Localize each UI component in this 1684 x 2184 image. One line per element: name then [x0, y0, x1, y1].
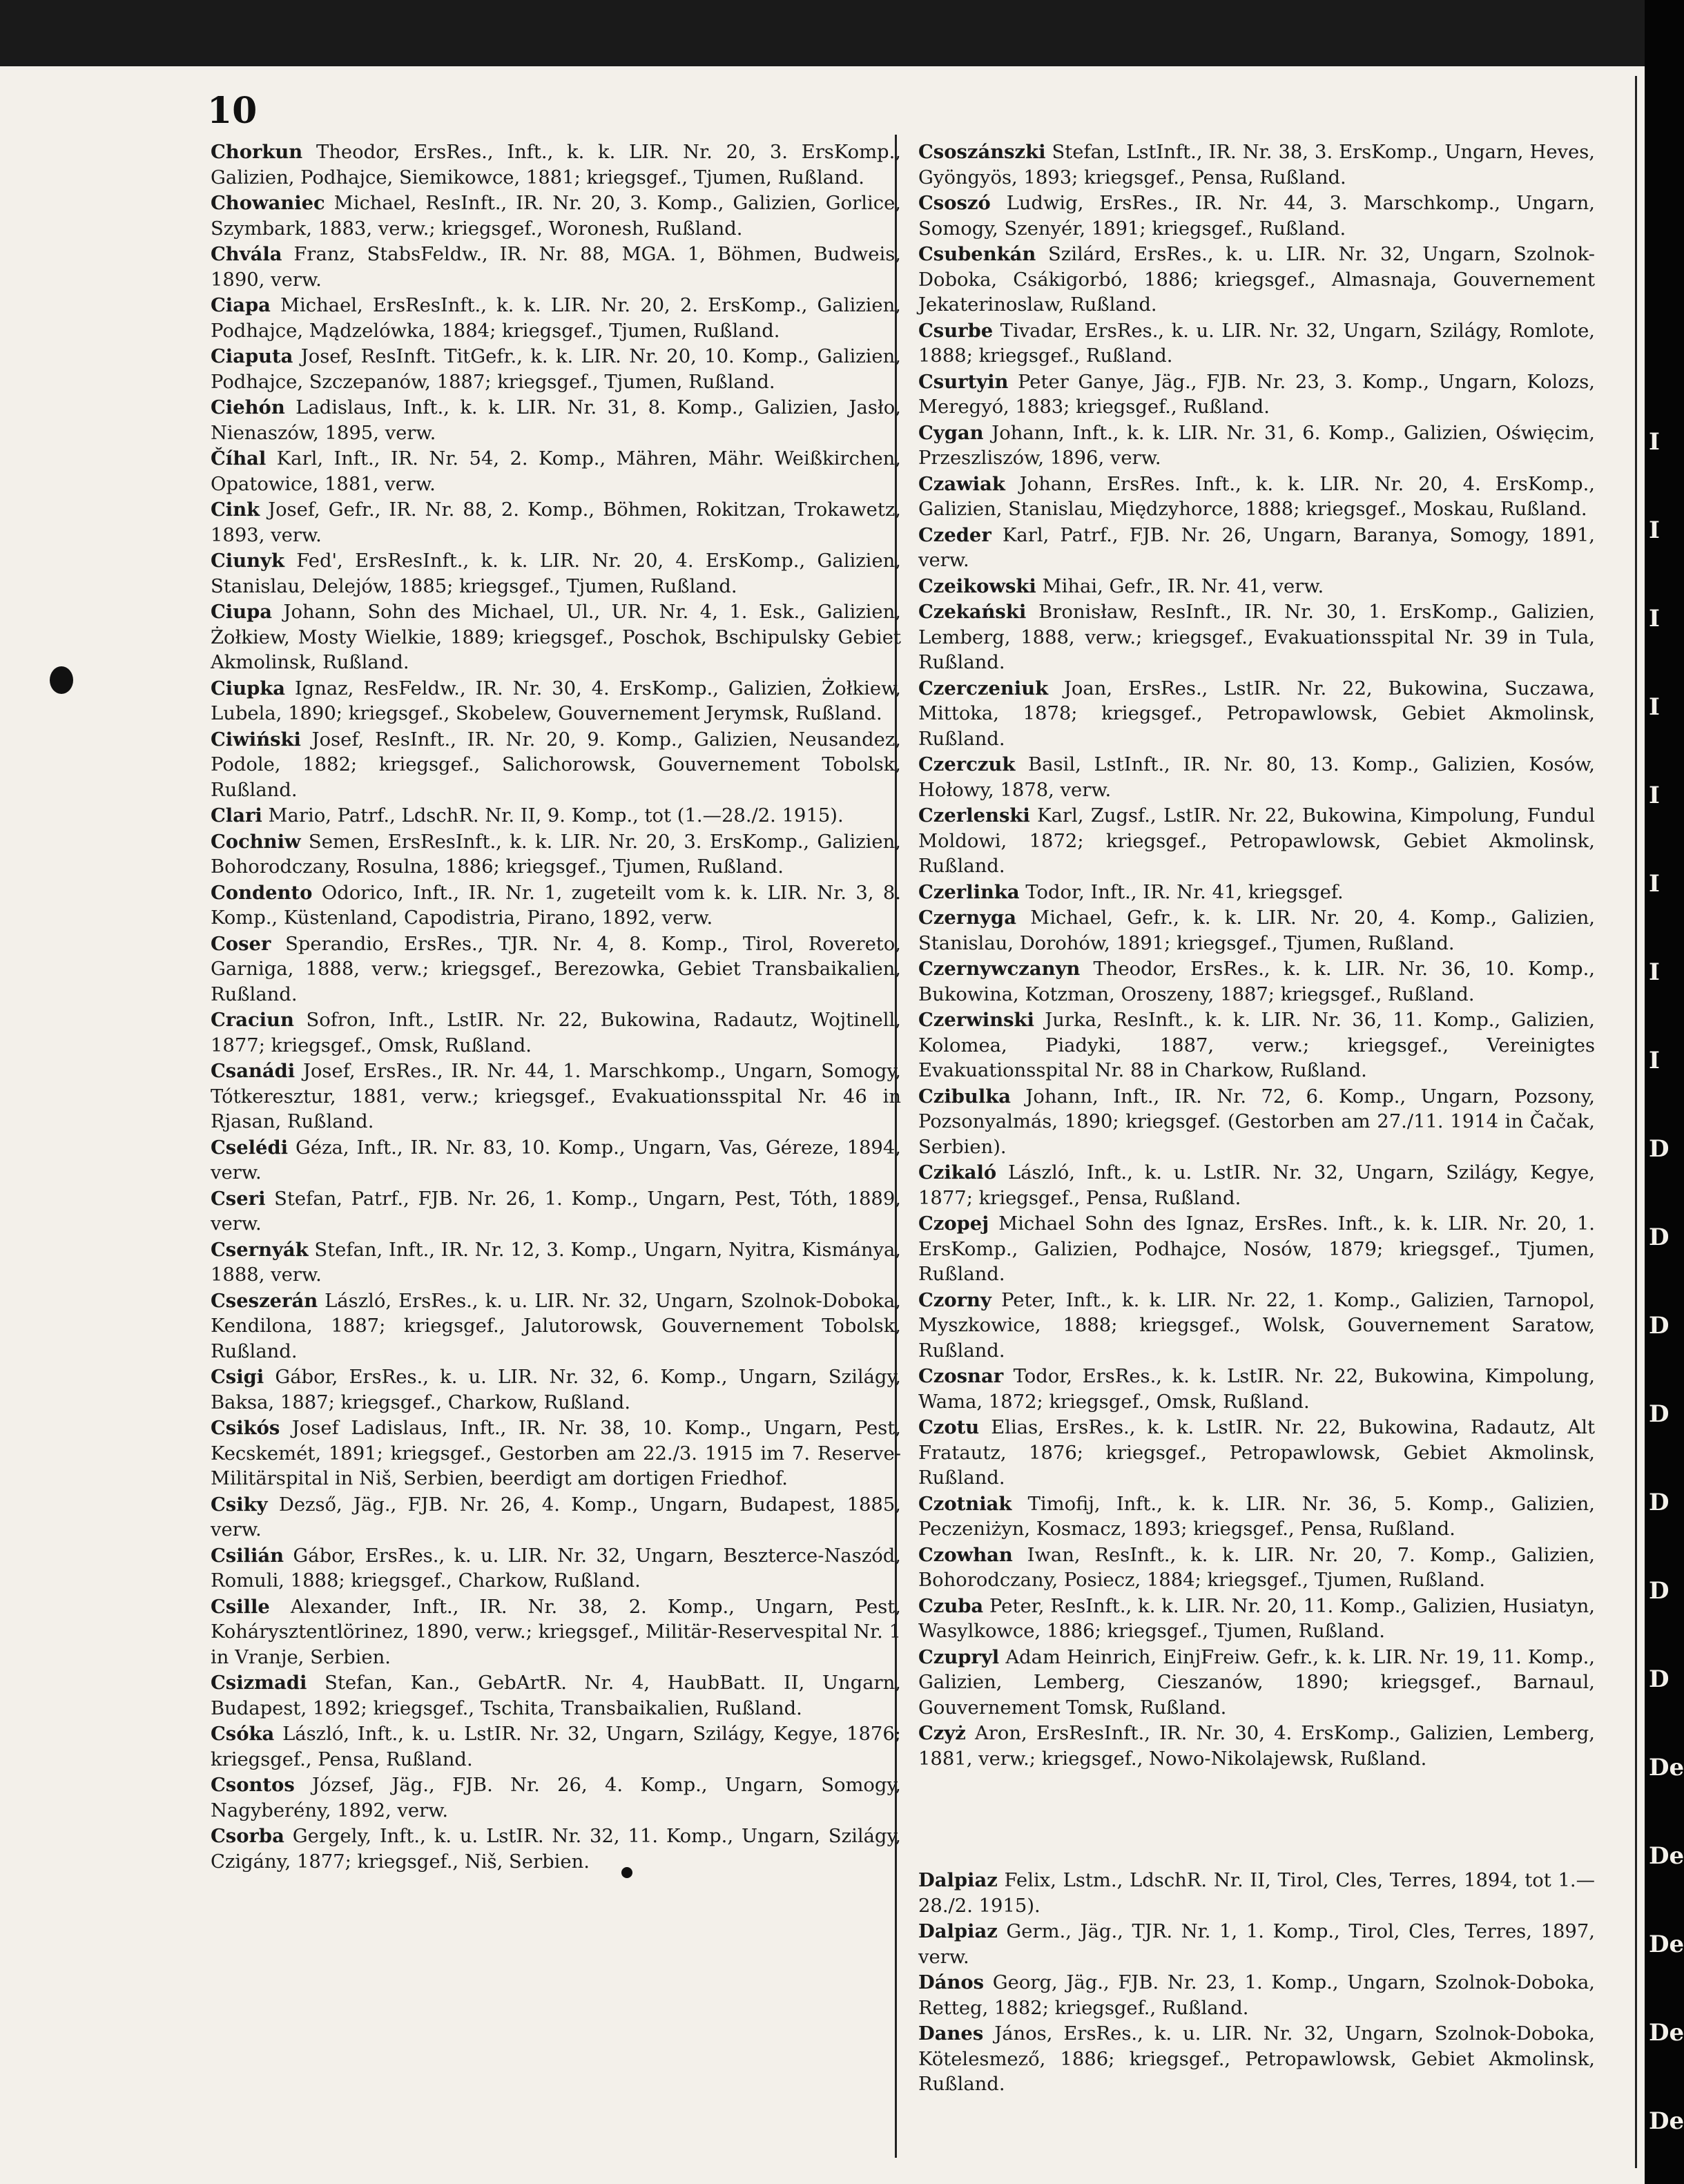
- entry-details: Theodor, ErsRes., Inft., k. k. LIR. Nr. 20, 3. ErsKomp., Galizien, Podhajce, Siemikowce, 1881; kriegsgef., Tjumen, Rußland.: [211, 142, 901, 189]
- entry-details: Szilárd, ErsRes., k. u. LIR. Nr. 32, Ungarn, Szolnok-Doboka, Csákigorbó, 1886; kriegsgef., Almasnaja, Gouvernement Jekaterinoslaw, Rußland.: [918, 244, 1595, 316]
- entry-details: Johann, Inft., IR. Nr. 72, 6. Komp., Ungarn, Pozsony, Pozsonyalmás, 1890; kriegsgef. (Gestorben am 27./11. 1914 in Čačak, Serbien).: [918, 1085, 1595, 1158]
- register-entry: [918, 599, 1595, 676]
- entry-details: Iwan, ResInft., k. k. LIR. Nr. 20, 7. Komp., Galizien, Bohorodczany, Posiecz, 1884; kriegsgef., Tjumen, Rußland.: [918, 1544, 1595, 1591]
- register-entry: [211, 1059, 901, 1135]
- entry-details: Elias, ErsRes., k. k. LstIR. Nr. 22, Bukowina, Radautz, Alt Fratautz, 1876; kriegsgef., Petropawlowsk, Gebiet Akmolinsk, Rußland.: [918, 1417, 1595, 1489]
- entry-surname: Csurtyin: [918, 370, 1009, 393]
- register-entry: [211, 676, 901, 727]
- register-entry: [918, 472, 1595, 523]
- entry-surname: Czeikowski: [918, 574, 1036, 597]
- entry-surname: Chorkun: [211, 141, 303, 163]
- entry-surname: Cselédi: [211, 1136, 289, 1159]
- entry-details: Stefan, LstInft., IR. Nr. 38, 3. ErsKomp., Ungarn, Heves, Gyöngyös, 1893; kriegsgef., Pensa, Rußland.: [918, 142, 1595, 189]
- register-entry: [918, 242, 1595, 318]
- margin-letter: D: [1649, 1224, 1670, 1251]
- register-entry: [918, 803, 1595, 880]
- entry-details: Joan, ErsRes., LstIR. Nr. 22, Bukowina, Suczawa, Mittoka, 1878; kriegsgef., Petropawlowsk, Gebiet Akmolinsk, Rußland.: [918, 677, 1595, 750]
- entry-surname: Cink: [211, 499, 260, 521]
- register-entry: [211, 1721, 901, 1772]
- entry-surname: Ciapa: [211, 294, 271, 316]
- register-entry: [211, 1492, 901, 1543]
- entry-details: László, ErsRes., k. u. LIR. Nr. 32, Ungarn, Szolnok-Doboka, Kendilona, 1887; kriegsgef., Jalutorowsk, Gouvernement Tobolsk, Rußland.: [211, 1290, 901, 1362]
- entry-surname: Csilián: [211, 1544, 284, 1567]
- entry-surname: Dános: [918, 1971, 985, 1993]
- register-entry: [211, 242, 901, 293]
- entry-details: Timofij, Inft., k. k. LIR. Nr. 36, 5. Komp., Galizien, Peczeniżyn, Kosmacz, 1893; kriegsgef., Pensa, Rußland.: [918, 1493, 1595, 1540]
- register-entry: [211, 727, 901, 804]
- register-entry: [211, 139, 901, 191]
- entry-surname: Czerlinka: [918, 880, 1020, 903]
- register-entry: [211, 293, 901, 344]
- register-entry: [211, 395, 901, 446]
- register-entry: [211, 599, 901, 676]
- entry-details: Peter, ResInft., k. k. LIR. Nr. 20, 11. Komp., Galizien, Husiatyn, Wasylkowce, 1886; kriegsgef., Tjumen, Rußland.: [918, 1595, 1595, 1642]
- entry-details: Michael Sohn des Ignaz, ErsRes. Inft., k. k. LIR. Nr. 20, 1. ErsKomp., Galizien, Podhajce, Nosów, 1879; kriegsgef., Tjumen, Rußland.: [918, 1213, 1595, 1285]
- entry-surname: Cseszerán: [211, 1289, 318, 1312]
- register-entry: [918, 1491, 1595, 1543]
- margin-letter: De: [1649, 1754, 1684, 1781]
- entry-details: Semen, ErsResInft., k. k. LIR. Nr. 20, 3. ErsKomp., Galizien, Bohorodczany, Rosulna, 1886; kriegsgef., Tjumen, Rußland.: [211, 831, 901, 878]
- margin-letter: I: [1649, 516, 1660, 544]
- margin-letter: De: [1649, 2107, 1684, 2135]
- register-entry: [918, 574, 1595, 600]
- entry-surname: Condento: [211, 881, 313, 904]
- entry-surname: Czupryl: [918, 1645, 1000, 1668]
- register-entry: [918, 139, 1595, 191]
- entry-details: Gergely, Inft., k. u. LstIR. Nr. 32, 11. Komp., Ungarn, Szilágy, Czigány, 1877; kriegsgef., Niš, Serbien.: [211, 1826, 901, 1873]
- entry-surname: Csernyák: [211, 1238, 309, 1261]
- entry-details: Odorico, Inft., IR. Nr. 1, zugeteilt vom k. k. LIR. Nr. 3, 8. Komp., Küstenland, Capodistria, Pirano, 1892, verw.: [211, 882, 901, 929]
- register-entry: [918, 880, 1595, 906]
- scan-top-border: [0, 0, 1645, 66]
- entry-surname: Craciun: [211, 1009, 294, 1031]
- entry-surname: Csóka: [211, 1723, 275, 1745]
- entry-surname: Czerczuk: [918, 753, 1016, 775]
- entry-surname: Csubenkán: [918, 243, 1036, 265]
- margin-letter: I: [1649, 958, 1660, 986]
- register-entry: [211, 1824, 901, 1875]
- register-entry: [918, 1970, 1595, 2021]
- entry-details: Alexander, Inft., IR. Nr. 38, 2. Komp., Ungarn, Pest, Kohárysztentlörinez, 1890, verw.; kriegsgef., Militär-Reservespital Nr. 1 in Vranje, Serbien.: [211, 1596, 901, 1668]
- register-entry: [918, 676, 1595, 753]
- entry-surname: Csoszánszki: [918, 141, 1046, 163]
- margin-letter: I: [1649, 693, 1660, 721]
- entry-details: Josef, ErsRes., IR. Nr. 44, 1. Marschkomp., Ungarn, Somogy, Tótkeresztur, 1881, verw.; kriegsgef., Evakuationsspital Nr. 46 in Rjasan, Rußland.: [211, 1061, 901, 1132]
- entry-details: Michael, Gefr., k. k. LIR. Nr. 20, 4. Komp., Galizien, Stanislau, Dorohów, 1891; kriegsgef., Tjumen, Rußland.: [918, 907, 1595, 954]
- margin-letter: D: [1649, 1400, 1670, 1428]
- entry-details: Todor, Inft., IR. Nr. 41, kriegsgef.: [1019, 881, 1344, 903]
- entry-details: Sofron, Inft., LstIR. Nr. 22, Bukowina, Radautz, Wojtinell, 1877; kriegsgef., Omsk, Rußland.: [211, 1009, 901, 1056]
- register-entry: [211, 829, 901, 880]
- entry-details: Josef, ResInft., IR. Nr. 20, 9. Komp., Galizien, Neusandez, Podole, 1882; kriegsgef., Salichorowsk, Gouvernement Tobolsk, Rußland.: [211, 728, 901, 801]
- entry-details: Ignaz, ResFeldw., IR. Nr. 30, 4. ErsKomp., Galizien, Żołkiew, Lubela, 1890; kriegsgef., Skobelew, Gouvernement Jerymsk, Rußland.: [211, 677, 901, 724]
- register-entry: [918, 905, 1595, 956]
- entry-surname: Csikós: [211, 1417, 280, 1439]
- entry-details: Aron, ErsResInft., IR. Nr. 30, 4. ErsKomp., Galizien, Lemberg, 1881, verw.; kriegsgef., Nowo-Nikolajewsk, Rußland.: [918, 1723, 1595, 1770]
- entry-details: Johann, Sohn des Michael, Ul., UR. Nr. 4, 1. Esk., Galizien, Żołkiew, Mosty Wielkie, 1889; kriegsgef., Poschok, Bschipulsky Gebiet Akmolinsk, Rußland.: [211, 601, 901, 673]
- entry-surname: Číhal: [211, 447, 267, 470]
- register-entry: [211, 1135, 901, 1186]
- register-entry: [918, 1721, 1595, 1772]
- entry-details: János, ErsRes., k. u. LIR. Nr. 32, Ungarn, Szolnok-Doboka, Kötelesmező, 1886; kriegsgef., Petropawlowsk, Gebiet Akmolinsk, Rußland.: [918, 2023, 1595, 2095]
- entry-surname: Czotniak: [918, 1492, 1012, 1515]
- margin-letter: I: [1649, 870, 1660, 898]
- entry-surname: Dalpiaz: [918, 1869, 998, 1891]
- entry-surname: Czikaló: [918, 1161, 997, 1183]
- entry-details: Felix, Lstm., LdschR. Nr. II, Tirol, Cles, Terres, 1894, tot 1.—28./2. 1915).: [918, 1870, 1595, 1917]
- entry-surname: Czerwinski: [918, 1009, 1034, 1031]
- punch-hole-mark: [50, 666, 73, 694]
- entry-details: Stefan, Inft., IR. Nr. 12, 3. Komp., Ungarn, Nyitra, Kismánya, 1888, verw.: [211, 1239, 901, 1286]
- entry-surname: Czibulka: [918, 1085, 1011, 1108]
- entry-surname: Csorba: [211, 1825, 284, 1847]
- entry-details: Karl, Zugsf., LstIR. Nr. 22, Bukowina, Kimpolung, Fundul Moldowi, 1872; kriegsgef., Petropawlowsk, Gebiet Akmolinsk, Rußland.: [918, 805, 1595, 877]
- register-entry: [211, 1288, 901, 1365]
- register-entry: [918, 1288, 1595, 1364]
- entry-details: József, Jäg., FJB. Nr. 26, 4. Komp., Ungarn, Somogy, Nagyberény, 1892, verw.: [211, 1775, 901, 1821]
- entry-surname: Csiky: [211, 1493, 268, 1516]
- entry-surname: Ciwiński: [211, 728, 301, 751]
- register-entry: [211, 446, 901, 497]
- entry-surname: Csanádi: [211, 1060, 296, 1082]
- entry-surname: Czeder: [918, 523, 991, 546]
- register-entry: [918, 1868, 1595, 1919]
- entry-details: Ludwig, ErsRes., IR. Nr. 44, 3. Marschkomp., Ungarn, Somogy, Szenyér, 1891; kriegsgef., Rußland.: [918, 193, 1595, 240]
- entry-details: Theodor, ErsRes., k. k. LIR. Nr. 36, 10. Komp., Bukowina, Kotzman, Oroszeny, 1887; kriegsgef., Rußland.: [918, 958, 1595, 1005]
- entry-surname: Czekański: [918, 601, 1027, 623]
- right-column: [918, 139, 1595, 1772]
- register-entry: [211, 803, 901, 829]
- margin-letter: I: [1649, 428, 1660, 456]
- entry-details: Peter Ganye, Jäg., FJB. Nr. 23, 3. Komp., Ungarn, Kolozs, Meregyó, 1883; kriegsgef., Rußland.: [918, 371, 1595, 418]
- register-entry: [211, 931, 901, 1008]
- entry-surname: Cseri: [211, 1187, 266, 1210]
- entry-surname: Csigi: [211, 1366, 264, 1388]
- register-entry: [211, 1772, 901, 1824]
- margin-letter: I: [1649, 782, 1660, 809]
- margin-letter: D: [1649, 1577, 1670, 1605]
- entry-details: Gábor, ErsRes., k. u. LIR. Nr. 32, Ungarn, Beszterce-Naszód, Romuli, 1888; kriegsgef., Charkow, Rußland.: [211, 1545, 901, 1592]
- margin-letter: D: [1649, 1135, 1670, 1163]
- entry-surname: Chowaniec: [211, 192, 325, 214]
- entry-surname: Czorny: [918, 1288, 991, 1311]
- entry-details: Georg, Jäg., FJB. Nr. 23, 1. Komp., Ungarn, Szolnok-Doboka, Retteg, 1882; kriegsgef., Rußland.: [918, 1972, 1595, 2019]
- margin-letter: De: [1649, 2019, 1684, 2047]
- register-entry: [211, 1364, 901, 1415]
- entry-details: Josef, ResInft. TitGefr., k. k. LIR. Nr. 20, 10. Komp., Galizien, Podhajce, Szczepanów, 1887; kriegsgef., Tjumen, Rußland.: [211, 346, 901, 393]
- entry-surname: Ciaputa: [211, 345, 293, 367]
- margin-letter: I: [1649, 1047, 1660, 1074]
- entry-surname: Czotu: [918, 1416, 980, 1438]
- entry-details: Peter, Inft., k. k. LIR. Nr. 22, 1. Komp., Galizien, Tarnopol, Myszkowice, 1888; kriegsgef., Wolsk, Gouvernement Saratow, Rußland.: [918, 1289, 1595, 1362]
- entry-surname: Czawiak: [918, 472, 1005, 495]
- entry-surname: Csille: [211, 1595, 270, 1618]
- entry-surname: Ciupka: [211, 677, 285, 699]
- entry-surname: Csizmadi: [211, 1672, 307, 1694]
- margin-letter: De: [1649, 1842, 1684, 1870]
- entry-surname: Czerczeniuk: [918, 677, 1049, 699]
- register-entry: [918, 1594, 1595, 1645]
- entry-details: Fed', ErsResInft., k. k. LIR. Nr. 20, 4. ErsKomp., Galizien, Stanislau, Delejów, 1885; kriegsgef., Tjumen, Rußland.: [211, 550, 901, 597]
- entry-details: Mihai, Gefr., IR. Nr. 41, verw.: [1036, 575, 1324, 597]
- entry-surname: Ciehón: [211, 396, 285, 418]
- entry-details: Bronisław, ResInft., IR. Nr. 30, 1. ErsKomp., Galizien, Lemberg, 1888, verw.; kriegsgef., Evakuationsspital Nr. 39 in Tula, Rußland.: [918, 601, 1595, 673]
- entry-details: Michael, ResInft., IR. Nr. 20, 3. Komp., Galizien, Gorlice, Szymbark, 1883, verw.; kriegsgef., Woronesh, Rußland.: [211, 193, 901, 240]
- page-number: 10: [207, 90, 258, 132]
- register-entry: [918, 1919, 1595, 1970]
- register-entry: [211, 1670, 901, 1721]
- entry-details: Jurka, ResInft., k. k. LIR. Nr. 36, 11. Komp., Galizien, Kolomea, Piadyki, 1887, verw.; kriegsgef., Vereinigtes Evakuationsspital Nr. 88 in Charkow, Rußland.: [918, 1009, 1595, 1081]
- margin-letter: De: [1649, 1931, 1684, 1958]
- entry-surname: Czowhan: [918, 1543, 1013, 1566]
- register-entry: [918, 1364, 1595, 1415]
- register-entry: [211, 497, 901, 548]
- register-entry: [211, 1237, 901, 1288]
- entry-surname: Ciupa: [211, 601, 273, 623]
- ink-dot-mark: [621, 1867, 632, 1878]
- register-entry: [211, 1415, 901, 1492]
- register-entry: [918, 1007, 1595, 1084]
- entry-surname: Coser: [211, 932, 271, 955]
- register-entry: [918, 1645, 1595, 1721]
- entry-details: Franz, StabsFeldw., IR. Nr. 88, MGA. 1, Böhmen, Budweis, 1890, verw.: [211, 244, 901, 291]
- register-entry: [211, 191, 901, 242]
- entry-details: Sperandio, ErsRes., TJR. Nr. 4, 8. Komp., Tirol, Rovereto, Garniga, 1888, verw.; kriegsgef., Berezowka, Gebiet Transbaikalien, Rußland.: [211, 933, 901, 1005]
- entry-details: László, Inft., k. u. LstIR. Nr. 32, Ungarn, Szilágy, Kegye, 1876; kriegsgef., Pensa, Rußland.: [211, 1723, 901, 1770]
- register-entry: [918, 1543, 1595, 1594]
- margin-letter: D: [1649, 1489, 1670, 1516]
- register-entry: [211, 1543, 901, 1594]
- register-entry: [918, 421, 1595, 472]
- right-margin-line: [1635, 76, 1637, 2168]
- entry-details: Stefan, Kan., GebArtR. Nr. 4, HaubBatt. II, Ungarn, Budapest, 1892; kriegsgef., Tschita, Transbaikalien, Rußland.: [211, 1672, 901, 1719]
- register-entry: [211, 344, 901, 395]
- register-entry: [918, 1160, 1595, 1211]
- entry-surname: Czernywczanyn: [918, 958, 1081, 980]
- entry-surname: Danes: [918, 2022, 984, 2045]
- entry-details: Karl, Patrf., FJB. Nr. 26, Ungarn, Baranya, Somogy, 1891, verw.: [918, 524, 1595, 571]
- register-entry: [918, 191, 1595, 242]
- entry-details: Tivadar, ErsRes., k. u. LIR. Nr. 32, Ungarn, Szilágy, Romlote, 1888; kriegsgef., Rußland.: [918, 320, 1595, 367]
- register-entry: [918, 1211, 1595, 1288]
- entry-details: Mario, Patrf., LdschR. Nr. II, 9. Komp., tot (1.—28./2. 1915).: [262, 805, 844, 827]
- entry-surname: Chvála: [211, 243, 282, 265]
- entry-surname: Czosnar: [918, 1365, 1004, 1387]
- entry-surname: Czuba: [918, 1594, 984, 1617]
- entry-surname: Czernyga: [918, 907, 1016, 929]
- register-entry: [211, 1007, 901, 1059]
- register-entry: [918, 1084, 1595, 1161]
- entry-details: Johann, Inft., k. k. LIR. Nr. 31, 6. Komp., Galizien, Oświęcim, Przeszliszów, 1896, verw.: [918, 422, 1595, 469]
- margin-letter: D: [1649, 1312, 1670, 1340]
- register-entry: [211, 1186, 901, 1237]
- entry-surname: Czopej: [918, 1212, 989, 1235]
- entry-details: Todor, ErsRes., k. k. LstIR. Nr. 22, Bukowina, Kimpolung, Wama, 1872; kriegsgef., Omsk, Rußland.: [918, 1366, 1595, 1413]
- entry-details: Karl, Inft., IR. Nr. 54, 2. Komp., Mähren, Mähr. Weißkirchen, Opatowice, 1881, verw.: [211, 448, 901, 495]
- entry-details: Johann, ErsRes. Inft., k. k. LIR. Nr. 20, 4. ErsKomp., Galizien, Stanislau, Międzyhorce, 1888; kriegsgef., Moskau, Rußland.: [918, 473, 1595, 520]
- entry-surname: Csurbe: [918, 319, 994, 342]
- entry-surname: Cygan: [918, 421, 984, 444]
- entry-surname: Dalpiaz: [918, 1920, 998, 1942]
- register-entry: [918, 369, 1595, 421]
- entry-details: Ladislaus, Inft., k. k. LIR. Nr. 31, 8. Komp., Galizien, Jasło, Nienaszów, 1895, verw.: [211, 397, 901, 444]
- entry-surname: Csontos: [211, 1774, 295, 1796]
- entry-surname: Clari: [211, 804, 262, 827]
- register-entry: [211, 880, 901, 931]
- margin-letter: D: [1649, 1665, 1670, 1693]
- adjacent-page-strip: [1645, 0, 1684, 2184]
- entry-surname: Cochniw: [211, 830, 301, 853]
- register-entry: [918, 318, 1595, 369]
- register-entry: [211, 548, 901, 599]
- left-column: [211, 139, 901, 1875]
- register-entry: [918, 1415, 1595, 1491]
- entry-details: Michael, ErsResInft., k. k. LIR. Nr. 20, 2. ErsKomp., Galizien, Podhajce, Mądzelówka, 1884; kriegsgef., Tjumen, Rußland.: [211, 295, 901, 342]
- entry-details: Dezső, Jäg., FJB. Nr. 26, 4. Komp., Ungarn, Budapest, 1885, verw.: [211, 1494, 901, 1540]
- entry-surname: Czerlenski: [918, 804, 1030, 827]
- entry-details: Stefan, Patrf., FJB. Nr. 26, 1. Komp., Ungarn, Pest, Tóth, 1889, verw.: [211, 1188, 901, 1235]
- right-column-lower: [918, 1868, 1595, 2098]
- entry-details: Gábor, ErsRes., k. u. LIR. Nr. 32, 6. Komp., Ungarn, Szilágy, Baksa, 1887; kriegsgef., Charkow, Rußland.: [211, 1366, 901, 1413]
- entry-details: László, Inft., k. u. LstIR. Nr. 32, Ungarn, Szilágy, Kegye, 1877; kriegsgef., Pensa, Rußland.: [918, 1162, 1595, 1209]
- entry-details: Adam Heinrich, EinjFreiw. Gefr., k. k. LIR. Nr. 19, 11. Komp., Galizien, Lemberg, Cieszanów, 1890; kriegsgef., Barnaul, Gouvernement Tomsk, Rußland.: [918, 1646, 1595, 1719]
- entry-details: Géza, Inft., IR. Nr. 83, 10. Komp., Ungarn, Vas, Géreze, 1894, verw.: [211, 1137, 901, 1183]
- register-entry: [918, 956, 1595, 1007]
- entry-surname: Czyż: [918, 1722, 966, 1744]
- register-entry: [211, 1594, 901, 1671]
- entry-details: Germ., Jäg., TJR. Nr. 1, 1. Komp., Tirol, Cles, Terres, 1897, verw.: [918, 1921, 1595, 1968]
- register-entry: [918, 752, 1595, 803]
- entry-details: Basil, LstInft., IR. Nr. 80, 13. Komp., Galizien, Kosów, Hołowy, 1878, verw.: [918, 754, 1595, 801]
- entry-details: Josef, Gefr., IR. Nr. 88, 2. Komp., Böhmen, Rokitzan, Trokawetz, 1893, verw.: [211, 499, 901, 546]
- entry-surname: Ciunyk: [211, 550, 284, 572]
- entry-surname: Csoszó: [918, 192, 991, 214]
- entry-details: Josef Ladislaus, Inft., IR. Nr. 38, 10. Komp., Ungarn, Pest, Kecskemét, 1891; kriegsgef., Gestorben am 22./3. 1915 im 7. Reserve-Militärspital in Niš, Serbien, beerdigt am dortigen Friedhof.: [211, 1418, 901, 1489]
- register-entry: [918, 2021, 1595, 2098]
- register-entry: [918, 523, 1595, 574]
- margin-letter: I: [1649, 605, 1660, 632]
